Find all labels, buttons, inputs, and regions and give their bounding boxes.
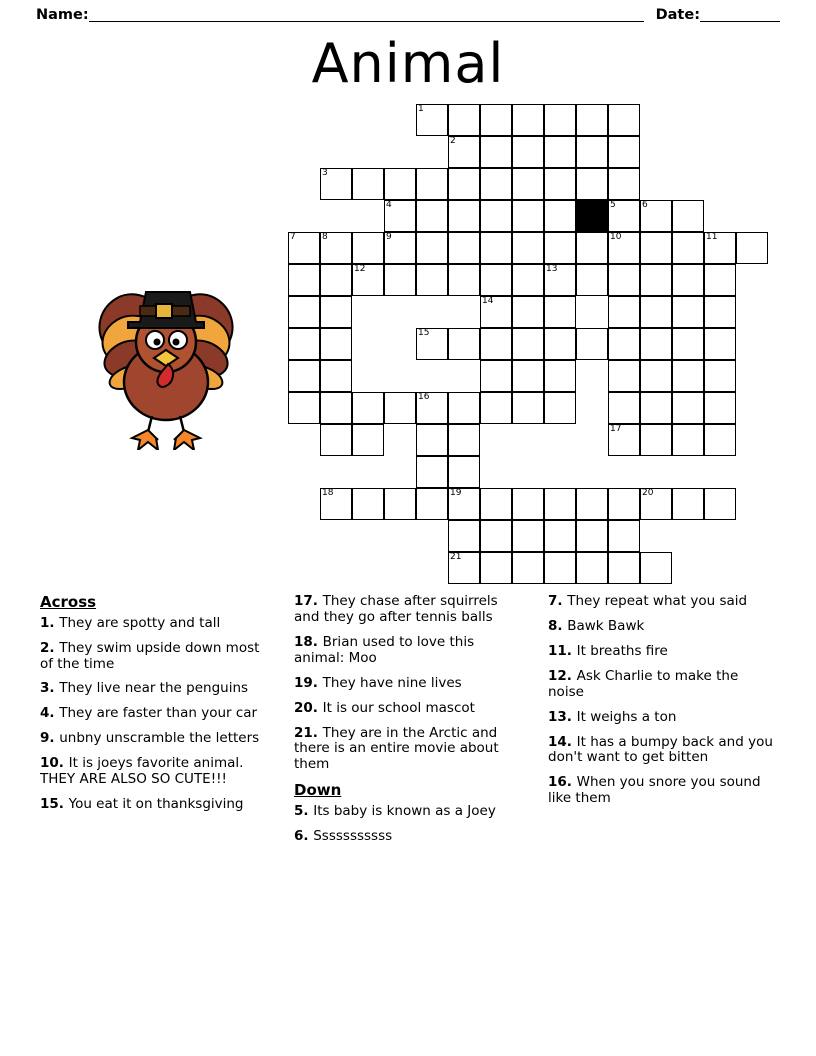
name-label: Name: — [36, 7, 89, 23]
grid-cell[interactable] — [544, 328, 576, 360]
grid-cell-number: 3 — [322, 168, 328, 178]
clue-text: They repeat what you said — [567, 593, 748, 609]
clue-item — [294, 804, 524, 820]
grid-cell[interactable] — [512, 360, 544, 392]
clue-number: 6. — [294, 827, 314, 844]
grid-cell[interactable] — [672, 360, 704, 392]
grid-cell[interactable] — [640, 200, 672, 232]
grid-cell[interactable] — [672, 488, 704, 520]
clue-item — [40, 681, 270, 697]
grid-cell[interactable] — [576, 104, 608, 136]
grid-cell[interactable] — [384, 264, 416, 296]
grid-cell[interactable] — [448, 264, 480, 296]
grid-cell[interactable] — [352, 392, 384, 424]
clue-number: 9. — [40, 730, 60, 747]
grid-cell[interactable] — [544, 232, 576, 264]
grid-cell[interactable] — [480, 392, 512, 424]
clue-number: 5. — [294, 802, 314, 819]
grid-cell-blocked — [576, 200, 608, 232]
grid-cell[interactable] — [352, 488, 384, 520]
clue-item — [40, 797, 270, 813]
grid-cell[interactable] — [544, 392, 576, 424]
grid-cell[interactable] — [416, 168, 448, 200]
grid-cell[interactable] — [576, 264, 608, 296]
clue-item — [40, 731, 270, 747]
clue-text: They are faster than your car — [59, 705, 258, 722]
grid-cell-number: 21 — [450, 552, 462, 562]
clue-text: They have nine lives — [322, 674, 462, 691]
grid-cell[interactable] — [512, 328, 544, 360]
grid-cell[interactable] — [608, 392, 640, 424]
grid-cell[interactable] — [512, 296, 544, 328]
grid-cell-number: 15 — [418, 328, 430, 338]
grid-cell-number: 14 — [482, 296, 494, 306]
grid-cell[interactable] — [480, 264, 512, 296]
clue-number: 2. — [40, 639, 60, 656]
grid-cell[interactable] — [448, 392, 480, 424]
grid-cell[interactable] — [608, 424, 640, 456]
grid-cell-number: 8 — [322, 232, 328, 242]
grid-cell[interactable] — [320, 232, 352, 264]
grid-cell-number: 10 — [610, 232, 622, 242]
grid-cell[interactable] — [704, 264, 736, 296]
grid-cell[interactable] — [448, 424, 480, 456]
across-clue-list — [40, 616, 270, 813]
grid-cell[interactable] — [640, 232, 672, 264]
grid-cell[interactable] — [608, 328, 640, 360]
grid-cell[interactable] — [288, 296, 320, 328]
grid-cell[interactable] — [352, 424, 384, 456]
grid-cell[interactable] — [608, 168, 640, 200]
grid-cell[interactable] — [480, 104, 512, 136]
grid-cell[interactable] — [480, 232, 512, 264]
clue-item — [40, 756, 270, 788]
clue-number: 19. — [294, 674, 323, 691]
clue-text: Sssssssssss — [313, 827, 393, 844]
grid-cell[interactable] — [320, 168, 352, 200]
grid-cell[interactable] — [576, 552, 608, 584]
clue-text: When you snore you sound like them — [548, 774, 761, 807]
grid-cell[interactable] — [416, 392, 448, 424]
clue-number: 11. — [548, 642, 577, 659]
grid-cell[interactable] — [288, 264, 320, 296]
grid-cell[interactable] — [448, 168, 480, 200]
grid-cell[interactable] — [544, 200, 576, 232]
clue-number: 3. — [40, 680, 60, 697]
clue-item — [548, 619, 778, 635]
clue-item — [294, 701, 524, 717]
grid-cell[interactable] — [416, 232, 448, 264]
clue-item — [548, 735, 778, 767]
grid-cell[interactable] — [608, 136, 640, 168]
clue-text: Bawk Bawk — [567, 617, 645, 634]
clue-item — [548, 669, 778, 701]
grid-cell[interactable] — [544, 520, 576, 552]
grid-cell[interactable] — [448, 232, 480, 264]
grid-cell[interactable] — [544, 168, 576, 200]
down-heading: Down — [294, 781, 342, 800]
grid-cell[interactable] — [384, 200, 416, 232]
clue-number: 13. — [548, 708, 577, 725]
clue-number: 4. — [40, 705, 60, 722]
grid-cell-number: 19 — [450, 488, 462, 498]
grid-cell[interactable] — [640, 488, 672, 520]
across-clue-list-continued — [294, 594, 524, 773]
clue-item — [294, 829, 524, 845]
grid-cell[interactable] — [704, 392, 736, 424]
grid-cell[interactable] — [288, 328, 320, 360]
grid-cell-number: 13 — [546, 264, 558, 274]
grid-cell[interactable] — [640, 296, 672, 328]
grid-cell[interactable] — [512, 232, 544, 264]
clue-text: It breaths fire — [576, 642, 668, 659]
grid-cell[interactable] — [480, 328, 512, 360]
grid-cell[interactable] — [608, 104, 640, 136]
grid-cell[interactable] — [448, 200, 480, 232]
grid-cell[interactable] — [416, 264, 448, 296]
grid-cell[interactable] — [384, 232, 416, 264]
grid-cell[interactable] — [416, 200, 448, 232]
clue-number: 8. — [548, 617, 568, 634]
clue-number: 7. — [548, 593, 568, 609]
grid-cell[interactable] — [512, 392, 544, 424]
crossword-grid[interactable] — [0, 104, 816, 584]
clue-number: 18. — [294, 633, 323, 650]
grid-cell[interactable] — [448, 104, 480, 136]
page-title: Animal — [311, 32, 505, 95]
grid-cell[interactable] — [384, 392, 416, 424]
grid-cell[interactable] — [544, 552, 576, 584]
grid-cell[interactable] — [320, 328, 352, 360]
grid-cell[interactable] — [480, 136, 512, 168]
clue-number: 17. — [294, 593, 323, 609]
grid-cell[interactable] — [512, 104, 544, 136]
clue-text: It weighs a ton — [576, 708, 677, 725]
grid-cell[interactable] — [608, 200, 640, 232]
clues-column-1 — [40, 594, 270, 974]
grid-cell[interactable] — [480, 520, 512, 552]
clue-text: They are in the Arctic and there is an entire movie about them — [294, 724, 499, 773]
grid-cell[interactable] — [576, 168, 608, 200]
clue-item — [40, 641, 270, 673]
grid-cell[interactable] — [320, 424, 352, 456]
clue-text: They live near the penguins — [59, 680, 249, 697]
grid-cell[interactable] — [384, 168, 416, 200]
grid-cell[interactable] — [480, 488, 512, 520]
grid-cell[interactable] — [352, 168, 384, 200]
grid-cell[interactable] — [480, 360, 512, 392]
clue-item — [294, 635, 524, 667]
grid-cell[interactable] — [640, 360, 672, 392]
grid-cell[interactable] — [640, 552, 672, 584]
clue-item — [548, 644, 778, 660]
down-clue-list — [294, 804, 524, 845]
grid-cell[interactable] — [480, 168, 512, 200]
down-clue-list-continued — [548, 594, 778, 807]
clues-section — [40, 594, 780, 974]
clue-number: 1. — [40, 614, 60, 631]
grid-cell[interactable] — [288, 360, 320, 392]
grid-cell[interactable] — [320, 488, 352, 520]
grid-cell[interactable] — [416, 424, 448, 456]
grid-cell[interactable] — [672, 328, 704, 360]
grid-cell[interactable] — [608, 360, 640, 392]
clue-item — [40, 616, 270, 632]
grid-cell[interactable] — [576, 488, 608, 520]
worksheet-header — [0, 0, 816, 26]
clue-item — [548, 594, 778, 610]
clue-text: Ask Charlie to make the noise — [548, 667, 739, 700]
clue-item — [294, 676, 524, 692]
clue-number: 12. — [548, 667, 577, 684]
clue-number: 14. — [548, 733, 577, 750]
grid-cell-number: 17 — [610, 424, 622, 434]
grid-cell[interactable] — [448, 136, 480, 168]
grid-cell[interactable] — [544, 360, 576, 392]
grid-cell[interactable] — [448, 328, 480, 360]
grid-cell[interactable] — [480, 296, 512, 328]
grid-cell[interactable] — [608, 488, 640, 520]
across-heading: Across — [40, 593, 97, 611]
grid-cell[interactable] — [672, 232, 704, 264]
clues-column-3 — [548, 594, 778, 974]
clue-number: 15. — [40, 796, 69, 813]
clue-number: 16. — [548, 774, 577, 791]
grid-cell-number: 6 — [642, 200, 648, 210]
clue-text: You eat it on thanksgiving — [68, 796, 244, 813]
grid-cell[interactable] — [416, 456, 448, 488]
grid-cell-number: 2 — [450, 136, 456, 146]
grid-cell[interactable] — [704, 360, 736, 392]
grid-cell[interactable] — [512, 488, 544, 520]
grid-cell[interactable] — [448, 520, 480, 552]
clue-number: 20. — [294, 699, 323, 716]
grid-cell[interactable] — [608, 552, 640, 584]
grid-cell[interactable] — [480, 552, 512, 584]
grid-cell[interactable] — [672, 264, 704, 296]
grid-cell[interactable] — [704, 296, 736, 328]
grid-cell-number: 7 — [290, 232, 296, 242]
grid-cell[interactable] — [672, 424, 704, 456]
grid-cell-number: 1 — [418, 104, 424, 114]
grid-cell[interactable] — [512, 136, 544, 168]
grid-cell[interactable] — [512, 520, 544, 552]
clue-text: They are spotty and tall — [59, 614, 221, 631]
grid-cell[interactable] — [512, 552, 544, 584]
grid-cell-number: 4 — [386, 200, 392, 210]
grid-cell[interactable] — [576, 328, 608, 360]
grid-cell[interactable] — [640, 392, 672, 424]
grid-cell[interactable] — [384, 488, 416, 520]
clue-item — [294, 594, 524, 626]
grid-cell[interactable] — [544, 488, 576, 520]
date-label: Date: — [655, 7, 700, 23]
grid-cell[interactable] — [576, 232, 608, 264]
name-write-line[interactable] — [89, 8, 644, 22]
clue-text: Brian used to love this animal: Moo — [294, 633, 475, 666]
grid-cell[interactable] — [576, 520, 608, 552]
grid-cell-number: 18 — [322, 488, 334, 498]
grid-cell-number: 12 — [354, 264, 366, 274]
grid-cell[interactable] — [416, 104, 448, 136]
grid-cell[interactable] — [352, 232, 384, 264]
grid-cell-number: 16 — [418, 392, 430, 402]
grid-cell[interactable] — [640, 264, 672, 296]
clue-text: unbny unscramble the letters — [59, 730, 260, 747]
clue-text: It is joeys favorite animal. THEY ARE ALSO SO CUTE!!! — [40, 755, 244, 788]
clue-item — [294, 726, 524, 774]
clue-item — [548, 775, 778, 807]
grid-cell-number: 5 — [610, 200, 616, 210]
grid-cell[interactable] — [416, 328, 448, 360]
clue-number: 21. — [294, 724, 323, 741]
grid-cell[interactable] — [416, 488, 448, 520]
grid-cell[interactable] — [448, 488, 480, 520]
grid-cell[interactable] — [544, 104, 576, 136]
clue-number: 10. — [40, 755, 69, 772]
grid-cell[interactable] — [512, 200, 544, 232]
grid-cell[interactable] — [672, 392, 704, 424]
clue-text: It has a bumpy back and you don't want to get bitten — [548, 733, 773, 766]
grid-cell[interactable] — [704, 488, 736, 520]
clue-text: They chase after squirrels and they go after tennis balls — [294, 593, 498, 625]
grid-cell[interactable] — [672, 200, 704, 232]
grid-cell[interactable] — [544, 136, 576, 168]
grid-cell[interactable] — [672, 296, 704, 328]
grid-cell[interactable] — [608, 296, 640, 328]
grid-cell[interactable] — [448, 456, 480, 488]
grid-cell[interactable] — [640, 424, 672, 456]
date-write-line[interactable] — [700, 8, 780, 22]
grid-cell[interactable] — [736, 232, 768, 264]
grid-cell[interactable] — [320, 296, 352, 328]
clue-text: They swim upside down most of the time — [40, 639, 260, 672]
grid-cell[interactable] — [320, 392, 352, 424]
grid-cell[interactable] — [448, 552, 480, 584]
grid-cell[interactable] — [640, 328, 672, 360]
grid-cell[interactable] — [544, 264, 576, 296]
clues-column-2 — [294, 594, 524, 974]
grid-cell[interactable] — [704, 328, 736, 360]
grid-cell[interactable] — [512, 264, 544, 296]
grid-cell[interactable] — [608, 520, 640, 552]
grid-cell-number: 9 — [386, 232, 392, 242]
grid-cell[interactable] — [352, 264, 384, 296]
grid-cell[interactable] — [704, 424, 736, 456]
grid-cell[interactable] — [480, 200, 512, 232]
clue-item — [40, 706, 270, 722]
grid-cell[interactable] — [320, 360, 352, 392]
grid-cell[interactable] — [320, 264, 352, 296]
grid-cell[interactable] — [608, 264, 640, 296]
grid-cell[interactable] — [544, 296, 576, 328]
grid-cell[interactable] — [576, 136, 608, 168]
grid-cell[interactable] — [608, 232, 640, 264]
clue-text: Its baby is known as a Joey — [313, 802, 496, 819]
grid-cell[interactable] — [512, 168, 544, 200]
grid-cell[interactable] — [288, 392, 320, 424]
grid-cell-number: 20 — [642, 488, 654, 498]
clue-item — [548, 710, 778, 726]
grid-cell[interactable] — [288, 232, 320, 264]
grid-cell[interactable] — [704, 232, 736, 264]
grid-cell-number: 11 — [706, 232, 718, 242]
clue-text: It is our school mascot — [322, 699, 475, 716]
